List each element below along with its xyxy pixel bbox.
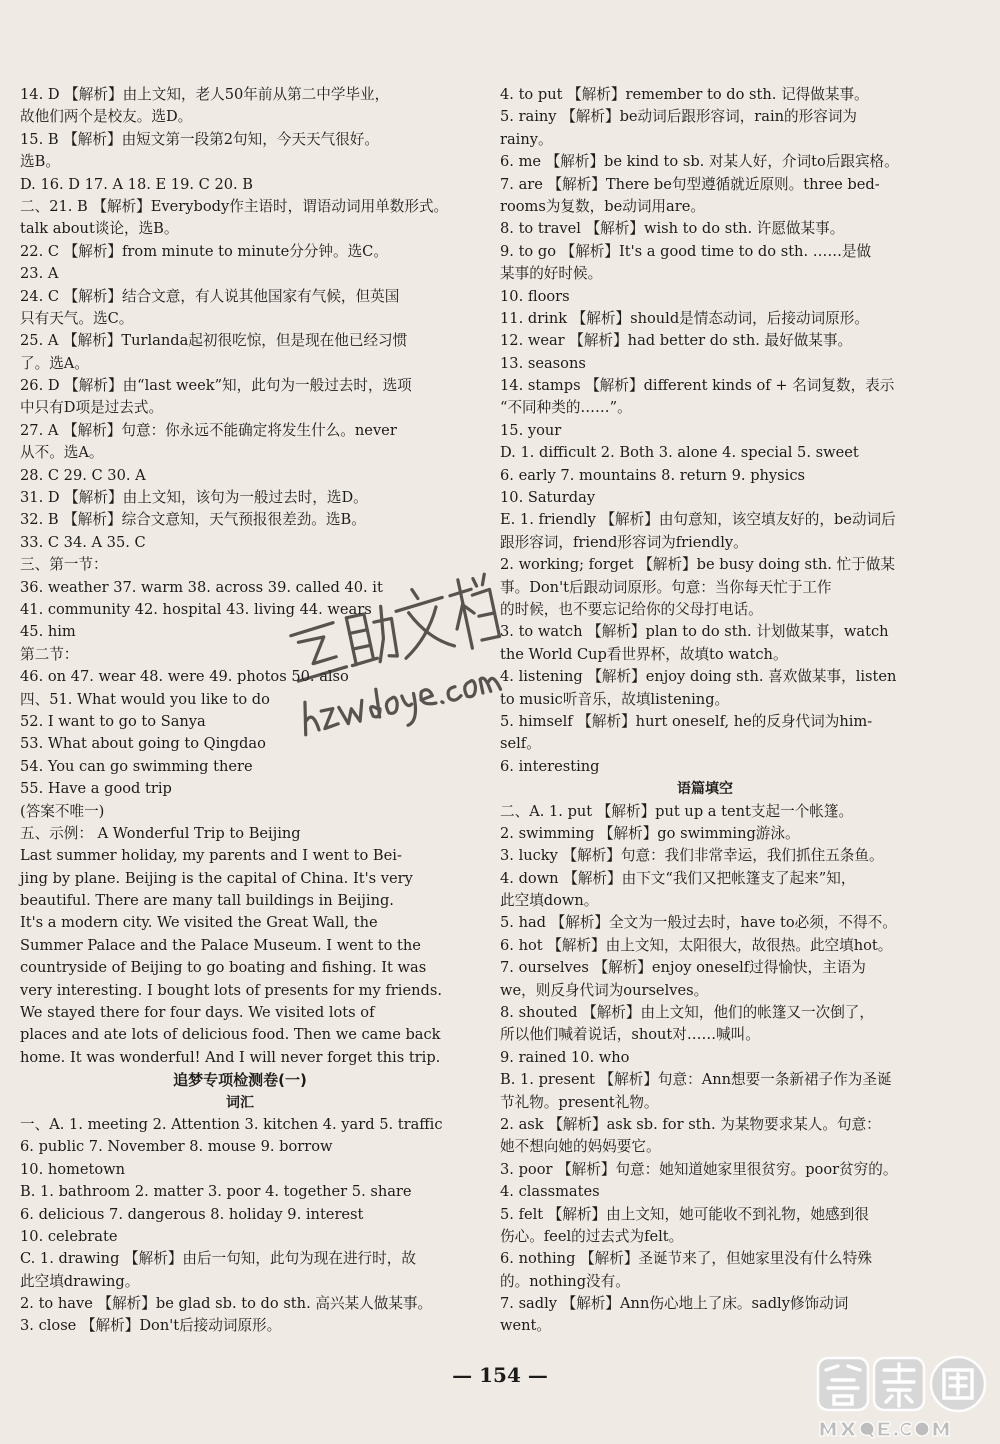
right-column-line: 某事的好时候。 — [500, 265, 603, 283]
left-column-line: 32. B 【解析】综合文意知，天气预报很差劲。选B。 — [20, 511, 366, 529]
right-column-line: 伤心。feel的过去式为felt。 — [500, 1227, 684, 1245]
right-column-line: E. 1. friendly 【解析】由句意知，该空填友好的，be动词后 — [500, 511, 896, 529]
left-column-line: 三、第一节： — [20, 556, 108, 574]
right-column-line: “不同种类的……”。 — [500, 399, 632, 417]
left-column-line: Summer Palace and the Palace Museum. I went to the — [20, 936, 421, 954]
right-column-line: rainy。 — [500, 130, 553, 148]
left-column-line: 中只有D项是过去式。 — [20, 399, 164, 417]
left-column-line: 36. weather 37. warm 38. across 39. called 40. it — [20, 578, 383, 596]
left-column-line: 3. close 【解析】Don't后接动词原形。 — [20, 1317, 282, 1335]
right-column-line: 10. Saturday — [500, 489, 596, 507]
left-column-line: 四、51. What would you like to do — [20, 690, 270, 708]
right-column — [500, 84, 910, 1338]
answer-logo-icon — [812, 1352, 994, 1440]
left-column-line: C. 1. drawing 【解析】由后一句知，此句为现在进行时，故 — [20, 1250, 416, 1268]
right-column-line: 9. rained 10. who — [500, 1048, 630, 1066]
left-column-line: talk about谈论，选B。 — [20, 220, 179, 238]
right-column-line: 7. sadly 【解析】Ann伤心地上了床。sadly修饰动词 — [500, 1295, 849, 1313]
right-column-line: 5. rainy 【解析】be动词后跟形容词，rain的形容词为 — [500, 108, 858, 126]
left-column-line: places and ate lots of delicious food. Then we came back — [20, 1026, 441, 1044]
left-column-line: 28. C 29. C 30. A — [20, 466, 146, 484]
left-column-line: 46. on 47. wear 48. were 49. photos 50. also — [20, 668, 349, 686]
left-column-line: jing by plane. Beijing is the capital of China. It's very — [20, 869, 413, 887]
left-column-line: 6. delicious 7. dangerous 8. holiday 9. interest — [20, 1205, 364, 1223]
right-column-line: 5. himself 【解析】hurt oneself, he的反身代词为him- — [500, 712, 873, 730]
left-column-line: 55. Have a good trip — [20, 780, 172, 798]
left-column-line: 2. to have 【解析】be glad sb. to do sth. 高兴某人做某事。 — [20, 1295, 433, 1313]
right-column-line: 6. hot 【解析】由上文知，太阳很大，故很热。此空填hot。 — [500, 936, 893, 954]
right-column-line: we，则反身代词为ourselves。 — [500, 981, 709, 999]
left-column-line: 41. community 42. hospital 43. living 44. wears — [20, 600, 372, 618]
left-column-line: 27. A 【解析】句意：你永远不能确定将发生什么。never — [20, 421, 397, 439]
right-column-line: 6. early 7. mountains 8. return 9. physics — [500, 466, 805, 484]
left-column-line: 了。选A。 — [20, 354, 89, 372]
right-column-line: 事。Don't后跟动词原形。句意：当你每天忙于工作 — [500, 578, 832, 596]
left-column-line: (答案不唯一) — [20, 802, 105, 820]
right-column-line: 3. lucky 【解析】句意：我们非常幸运，我们抓住五条鱼。 — [500, 847, 884, 865]
right-column-line: 的。nothing没有。 — [500, 1272, 630, 1290]
left-column-line: 22. C 【解析】from minute to minute分分钟。选C。 — [20, 242, 388, 260]
right-column-line: 2. swimming 【解析】go swimming游泳。 — [500, 824, 800, 842]
right-column-line: 所以他们喊着说话，shout对……喊叫。 — [500, 1026, 760, 1044]
left-column-line: D. 16. D 17. A 18. E 19. C 20. B — [20, 175, 254, 193]
right-column-line: 12. wear 【解析】had better do sth. 最好做某事。 — [500, 332, 853, 350]
left-column-line: 五、示例： A Wonderful Trip to Beijing — [20, 824, 301, 842]
left-column-line: 一、A. 1. meeting 2. Attention 3. kitchen 4. yard 5. traffic — [20, 1115, 443, 1133]
right-column-line: 5. had 【解析】全文为一般过去时，have to必须，不得不。 — [500, 914, 897, 932]
left-column-line: 53. What about going to Qingdao — [20, 735, 266, 753]
left-column-line: countryside of Beijing to go boating and fishing. It was — [20, 959, 427, 977]
left-column-line: We stayed there for four days. We visited lots of — [20, 1004, 375, 1022]
left-column-line: 二、21. B 【解析】Everybody作主语时，谓语动词用单数形式。 — [20, 197, 449, 215]
right-column-line: 15. your — [500, 421, 562, 439]
right-column-line: 8. shouted 【解析】由上文知，他们的帐篷又一次倒了， — [500, 1004, 874, 1022]
right-column-line: 此空填down。 — [500, 892, 599, 910]
left-column-line: 33. C 34. A 35. C — [20, 533, 146, 551]
right-column-line: 6. me 【解析】be kind to sb. 对某人好，介词to后跟宾格。 — [500, 153, 899, 171]
left-column-line: B. 1. bathroom 2. matter 3. poor 4. together 5. share — [20, 1183, 412, 1201]
right-column-line: 6. nothing 【解析】圣诞节来了，但她家里没有什么特殊 — [500, 1250, 872, 1268]
left-column-line: 第二节： — [20, 645, 79, 663]
right-column-line: 7. ourselves 【解析】enjoy oneself过得愉快，主语为 — [500, 959, 866, 977]
right-column-line: 2. ask 【解析】ask sb. for sth. 为某物要求某人。句意： — [500, 1115, 881, 1133]
right-column-line: 二、A. 1. put 【解析】put up a tent支起一个帐篷。 — [500, 802, 854, 820]
left-column-line: 45. him — [20, 623, 76, 641]
right-column-line: 4. down 【解析】由下文“我们又把帐篷支了起来”知， — [500, 869, 856, 887]
right-column-line: B. 1. present 【解析】句意：Ann想要一条新裙子作为圣诞 — [500, 1071, 892, 1089]
right-column-line: 节礼物。present礼物。 — [500, 1093, 659, 1111]
right-column-line: to music听音乐，故填listening。 — [500, 690, 730, 708]
right-column-line: 5. felt 【解析】由上文知，她可能收不到礼物，她感到很 — [500, 1205, 869, 1223]
right-column-line: 8. to travel 【解析】wish to do sth. 许愿做某事。 — [500, 220, 845, 238]
right-column-line: 跟形容词，friend形容词为friendly。 — [500, 533, 748, 551]
left-column-line: 52. I want to go to Sanya — [20, 712, 206, 730]
left-column-line: 6. public 7. November 8. mouse 9. borrow — [20, 1138, 333, 1156]
left-column-line: 31. D 【解析】由上文知，该句为一般过去时，选D。 — [20, 489, 368, 507]
page-number: — 154 — — [452, 1363, 548, 1387]
left-column-line: 故他们两个是校友。选D。 — [20, 108, 193, 126]
left-column-line: 26. D 【解析】由“last week”知，此句为一般过去时，选项 — [20, 377, 412, 395]
right-column-line: 6. interesting — [500, 757, 600, 775]
left-column-line: 10. celebrate — [20, 1227, 118, 1245]
right-column-line: 9. to go 【解析】It's a good time to do sth. ……是做 — [500, 242, 872, 260]
left-column-line: It's a modern city. We visited the Great Wall, the — [20, 914, 378, 932]
right-column-line: 的时候，也不要忘记给你的父母打电话。 — [500, 600, 763, 618]
left-column-line: 15. B 【解析】由短文第一段第2句知，今天天气很好。 — [20, 130, 379, 148]
left-column-line: 选B。 — [20, 153, 60, 171]
right-column-line: 3. to watch 【解析】plan to do sth. 计划做某事，watch — [500, 623, 889, 641]
left-column-line: Last summer holiday, my parents and I went to Bei- — [20, 847, 402, 865]
right-column-line: 13. seasons — [500, 354, 586, 372]
right-column-line: went。 — [500, 1317, 551, 1335]
right-column-line: 2. working; forget 【解析】be busy doing sth. 忙于做某 — [500, 556, 895, 574]
right-column-line: 14. stamps 【解析】different kinds of + 名词复数，表示 — [500, 377, 895, 395]
right-column-line: 10. floors — [500, 287, 570, 305]
left-column-line: 词汇 — [226, 1094, 254, 1111]
left-column-line: 54. You can go swimming there — [20, 757, 253, 775]
right-column-line: 3. poor 【解析】句意：她知道她家里很贫穷。poor贫穷的。 — [500, 1160, 898, 1178]
right-column-line: D. 1. difficult 2. Both 3. alone 4. special 5. sweet — [500, 444, 859, 462]
right-column-line: 4. listening 【解析】enjoy doing sth. 喜欢做某事，listen — [500, 668, 897, 686]
left-column-line: 25. A 【解析】Turlanda起初很吃惊，但是现在他已经习惯 — [20, 332, 408, 350]
left-column-line: beautiful. There are many tall buildings in Beijing. — [20, 892, 394, 910]
right-column-line: 7. are 【解析】There be句型遵循就近原则。three bed- — [500, 175, 880, 193]
left-column-line: 追梦专项检测卷(一) — [173, 1071, 307, 1090]
right-column-line: 4. to put 【解析】remember to do sth. 记得做某事。 — [500, 86, 869, 103]
left-column-line: home. It was wonderful! And I will never forget this trip. — [20, 1048, 441, 1066]
left-column-line: 23. A — [20, 265, 59, 283]
right-column-line: rooms为复数，be动词用are。 — [500, 197, 705, 215]
right-column-line: 4. classmates — [500, 1183, 600, 1201]
right-column-line: 她不想向她的妈妈要它。 — [500, 1138, 661, 1156]
right-column-line: 语篇填空 — [677, 781, 733, 798]
left-column-line: 14. D 【解析】由上文知，老人50年前从第二中学毕业， — [20, 86, 390, 103]
right-column-line: the World Cup看世界杯，故填to watch。 — [500, 645, 788, 663]
left-column-line: 从不。选A。 — [20, 444, 104, 462]
left-column-line: 24. C 【解析】结合文意，有人说其他国家有气候，但英国 — [20, 287, 400, 305]
left-column-line: 此空填drawing。 — [20, 1272, 140, 1290]
left-column-line: 10. hometown — [20, 1160, 126, 1178]
corner-logo — [812, 1352, 994, 1440]
right-column-line: self。 — [500, 735, 541, 753]
right-column-line: 11. drink 【解析】should是情态动词，后接动词原形。 — [500, 309, 869, 327]
left-column-line: 只有天气。选C。 — [20, 309, 134, 327]
left-column-line: very interesting. I bought lots of presents for my friends. — [20, 981, 442, 999]
